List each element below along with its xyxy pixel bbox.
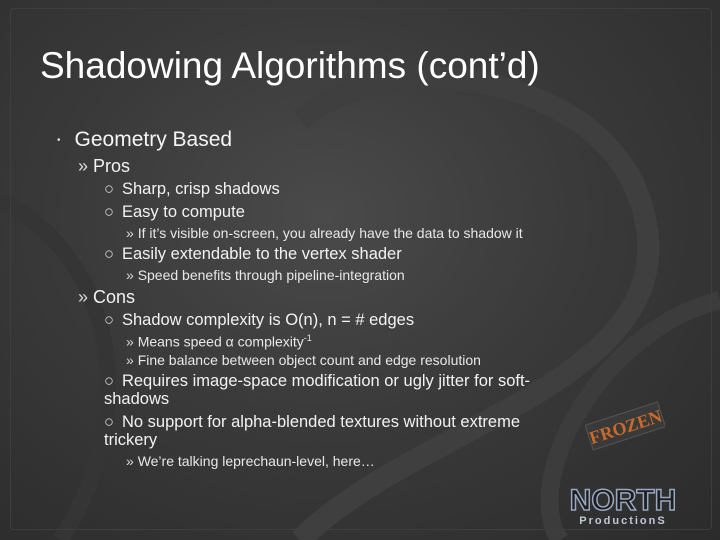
bullet-nosupport xyxy=(104,413,574,449)
arrow-bullet-icon: » xyxy=(126,333,138,350)
circle-bullet-icon: ○ xyxy=(104,372,114,390)
superscript: -1 xyxy=(303,333,312,343)
bullet-text: Shadow complexity is O(n), n = # edges xyxy=(121,311,415,329)
bullet-text: Cons xyxy=(93,287,136,307)
bullet-text: No support for alpha-blended textures without extreme trickery xyxy=(104,413,521,449)
bullet-visible xyxy=(126,225,523,241)
logo-sub-text: ProductionS xyxy=(579,515,667,527)
circle-bullet-icon: ○ xyxy=(104,180,114,198)
bullet-text: Easily extendable to the vertex shader xyxy=(121,245,402,263)
bullet-text: Geometry Based xyxy=(74,128,233,151)
sign-text: FROZEN xyxy=(586,405,665,449)
frozen-sign-logo xyxy=(585,395,665,455)
circle-bullet-icon: ○ xyxy=(104,245,114,263)
bullet-glyph: • xyxy=(57,135,61,146)
bullet-complexity xyxy=(104,311,414,330)
bullet-speed xyxy=(126,267,405,283)
bullet-easy xyxy=(104,203,245,222)
bullet-text: Means speed α complexity xyxy=(137,333,304,350)
bullet-text: Speed benefits through pipeline-integration xyxy=(137,267,405,283)
logo-main-text: NORTH xyxy=(569,484,677,517)
bullet-text: Easy to compute xyxy=(121,203,245,221)
circle-bullet-icon: ○ xyxy=(104,413,114,431)
arrow-bullet-icon: » xyxy=(126,225,138,241)
arrow-bullet-icon: » xyxy=(126,453,138,469)
bullet-means xyxy=(126,333,312,350)
bullet-sharp xyxy=(104,180,280,199)
arrow-bullet-icon: » xyxy=(126,267,138,283)
bullet-requires xyxy=(104,372,574,408)
bullet-text: Fine balance between object count and edge resolution xyxy=(137,352,481,368)
circle-bullet-icon: ○ xyxy=(104,203,114,221)
bullet-text: If it’s visible on-screen, you already have the data to shadow it xyxy=(137,225,523,241)
bullet-text: Pros xyxy=(93,156,131,176)
bullet-balance xyxy=(126,352,481,368)
bullet-leprechaun xyxy=(126,453,375,469)
slide-title: Shadowing Algorithms (cont’d) xyxy=(40,45,540,86)
bullet-extendable xyxy=(104,245,402,264)
bullet-pros xyxy=(78,156,130,177)
arrow-bullet-icon: » xyxy=(78,156,94,176)
arrow-bullet-icon: » xyxy=(126,352,138,368)
bullet-cons xyxy=(78,287,135,308)
circle-bullet-icon: ○ xyxy=(104,311,114,329)
bullet-geometry-based xyxy=(57,128,232,152)
bullet-text: Sharp, crisp shadows xyxy=(121,180,280,198)
bullet-text: Requires image-space modification or ugly jitter for soft-shadows xyxy=(104,372,531,408)
bullet-text: We’re talking leprechaun-level, here… xyxy=(137,453,375,469)
arrow-bullet-icon: » xyxy=(78,287,94,307)
north-productions-logo xyxy=(548,482,698,528)
